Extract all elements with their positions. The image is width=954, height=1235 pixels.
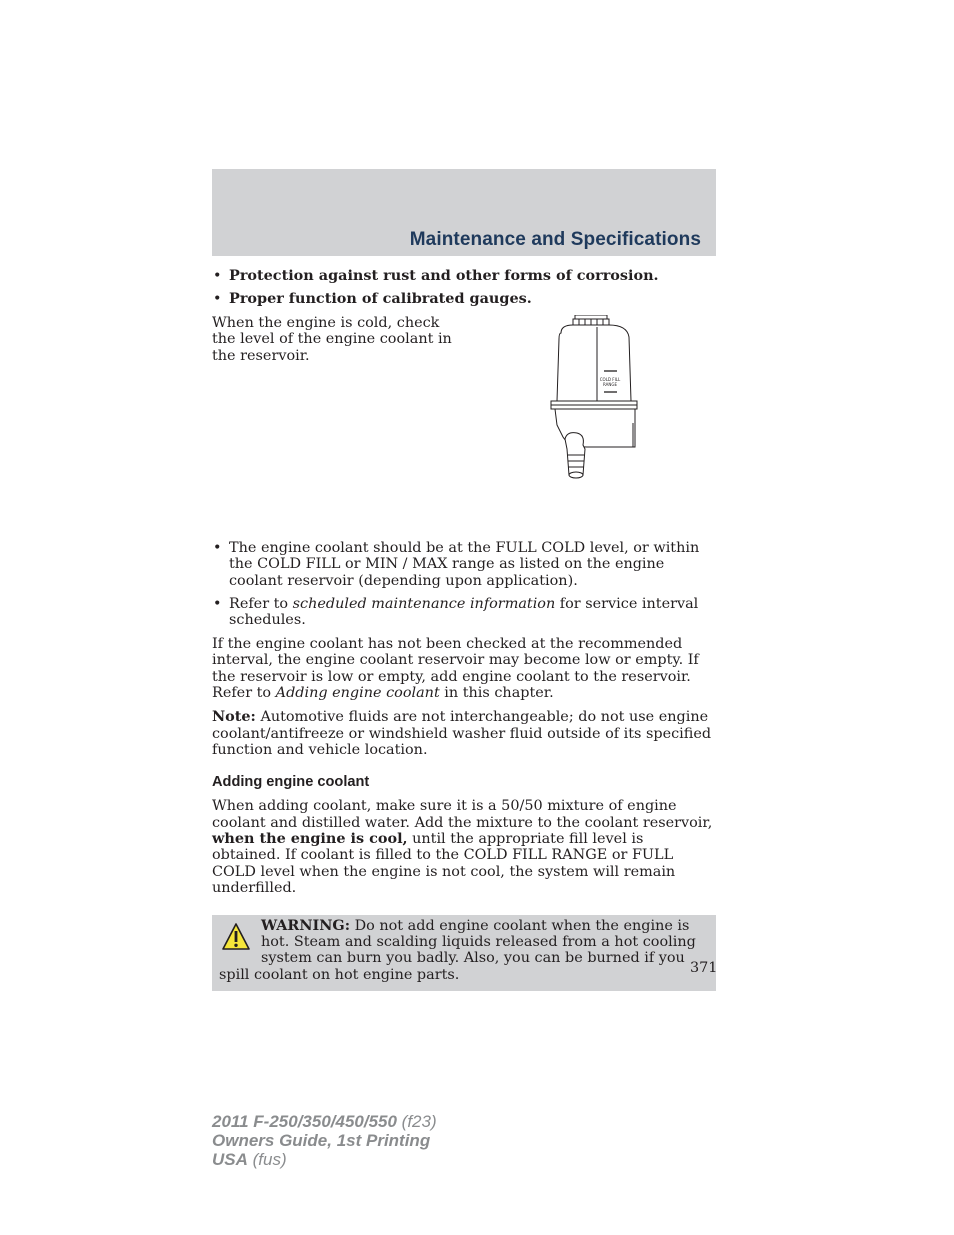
bullet-text: Proper function of calibrated gauges. xyxy=(229,290,532,308)
bullet-text-post: for service interval schedules. xyxy=(229,596,699,629)
bullet-dot: • xyxy=(213,291,222,308)
footer-line: Owners Guide, 1st Printing xyxy=(212,1131,431,1150)
paragraph xyxy=(212,798,716,896)
bullet-item xyxy=(212,540,716,589)
note-paragraph xyxy=(212,709,716,758)
bullet-text-pre: Refer to xyxy=(229,596,293,613)
footer-code: (f23) xyxy=(396,1112,437,1131)
paragraph xyxy=(212,636,716,702)
subsection-heading: Adding engine coolant xyxy=(212,773,370,790)
footer-region: USA xyxy=(212,1150,248,1169)
note-label: Note: xyxy=(212,708,256,726)
warning-triangle-icon xyxy=(221,922,251,952)
bullet-text xyxy=(229,596,698,628)
footer-model: 2011 F-250/350/450/550 xyxy=(212,1112,397,1131)
figure-label: COLD FILL xyxy=(599,376,621,382)
section-reference: Adding engine coolant xyxy=(275,685,440,702)
bullet-item xyxy=(212,268,716,284)
bullet-item xyxy=(212,291,716,307)
bullet-item xyxy=(212,596,716,629)
note-text: Automotive fluids are not interchangeable; do not use engine coolant/antifreeze or windshield washer fluid outside of its specified function and vehicle location. xyxy=(212,709,712,759)
warning-text: Do not add engine coolant when the engine is hot. Steam and scalding liquids released from a hot cooling system can burn you badly. Also, you can be burned if you spill coolant on hot engine parts. xyxy=(219,917,696,983)
maintenance-reference: scheduled maintenance information xyxy=(292,596,556,613)
paragraph-text: If the engine coolant has not been checked at the recommended interval, the engine coolant reservoir may become low or empty. If the reservoir is low or empty, add engine coolant to the reservoir. Refer to xyxy=(212,635,699,702)
footer-code: (fus) xyxy=(247,1150,287,1169)
paragraph-text: When adding coolant, make sure it is a 50/50 mixture of engine coolant and distilled water. Add the mixture to the coolant reservoir, xyxy=(212,798,713,831)
emphasis-text: when the engine is cool, xyxy=(212,829,408,847)
section-header-band xyxy=(212,169,716,256)
footer-line xyxy=(212,1112,437,1131)
bullet-dot: • xyxy=(213,539,222,556)
intro-with-figure xyxy=(212,315,716,531)
warning-box xyxy=(212,915,716,992)
bullet-dot: • xyxy=(213,596,222,613)
paragraph-text: in this chapter. xyxy=(439,685,554,702)
section-title: Maintenance and Specifications xyxy=(409,229,701,250)
warning-label: WARNING: xyxy=(261,916,351,934)
paragraph-text: until the appropriate fill level is obtained. If coolant is filled to the COLD FILL RANGE or FULL COLD level when the engine is not cool, the system will remain underfilled. xyxy=(212,830,676,897)
footer-line xyxy=(212,1150,437,1169)
intro-text: When the engine is cold, check the level of the engine coolant in the reservoir. xyxy=(212,314,452,364)
bullet-text: The engine coolant should be at the FULL COLD level, or within the COLD FILL or MIN / MAX range as listed on the engine coolant reservoir (depending upon application). xyxy=(229,539,700,589)
bullet-text: Protection against rust and other forms of corrosion. xyxy=(229,267,659,284)
page-content xyxy=(212,268,716,991)
coolant-reservoir-illustration xyxy=(547,315,642,480)
bullet-dot: • xyxy=(213,268,222,284)
figure-label: RANGE xyxy=(603,381,617,387)
document-footer xyxy=(212,1112,437,1169)
page-number: 371 xyxy=(690,960,718,976)
